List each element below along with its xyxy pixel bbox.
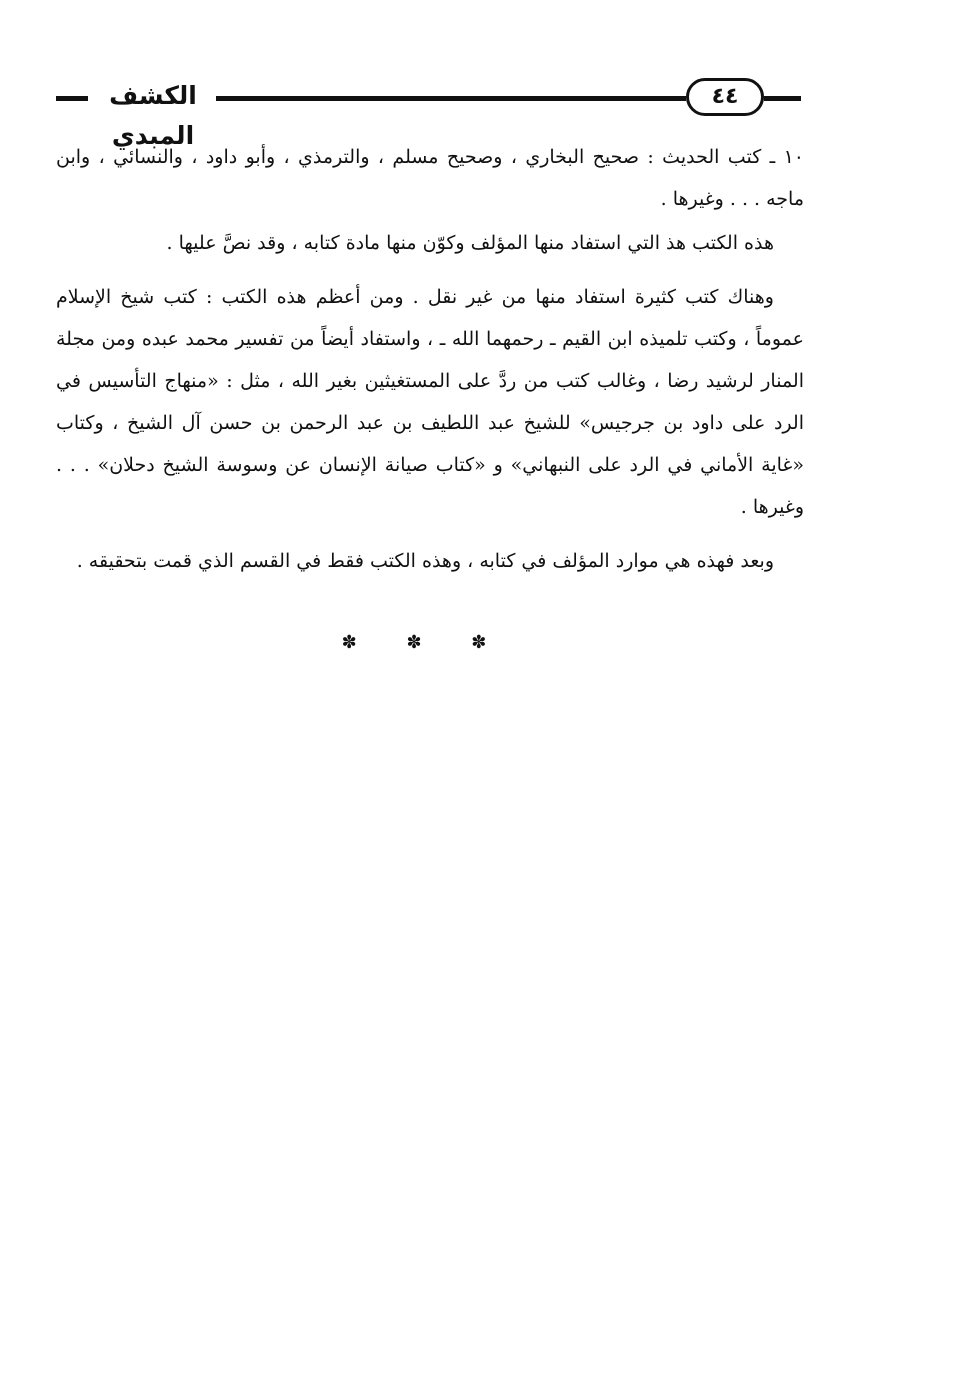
header-rule-right: [764, 96, 801, 101]
paragraph-hadith-books: ١٠ ـ كتب الحديث : صحيح البخاري ، وصحيح مسلم ، والترمذي ، وأبو داود ، والنسائي ، وابن ماجه . . . وغيرها .: [56, 146, 804, 210]
paragraph-conclusion: وبعد فهذه هي موارد المؤلف في كتابه ، وهذه الكتب فقط في القسم الذي قمت بتحقيقه .: [76, 550, 774, 572]
paragraph-sources-note: هذه الكتب هذ التي استفاد منها المؤلف وكوّن منها مادة كتابه ، وقد نصَّ عليها .: [166, 232, 774, 254]
page-header: [56, 72, 801, 150]
paragraph-other-books: وهناك كتب كثيرة استفاد منها من غير نقل . ومن أعظم هذه الكتب : كتب شيخ الإسلام عموماً ، وكتب تلميذه ابن القيم ـ رحمهما الله ـ ، واستفاد أيضاً من تفسير محمد عبده ومن مجلة المنار لرشيد رضا ، وغالب كتب من ردَّ على المستغيثين بغير الله ، مثل : «منهاج التأسيس في الرد على داود بن جرجيس» للشيخ عبد اللطيف بن عبد الرحمن بن حسن آل الشيخ ، وكتاب «غاية الأماني في الرد على النبهاني» و «كتاب صيانة الإنسان عن وسوسة الشيخ دحلان» . . . وغيرها .: [56, 286, 804, 518]
header-rule-middle: [216, 96, 686, 101]
running-title: الكشف المبدي: [109, 81, 197, 150]
header-rule-left: [56, 96, 88, 101]
page-number: ٤٤: [686, 78, 764, 116]
section-separator-stars: ✽ ✽ ✽: [341, 632, 509, 653]
body-text: [56, 136, 804, 594]
